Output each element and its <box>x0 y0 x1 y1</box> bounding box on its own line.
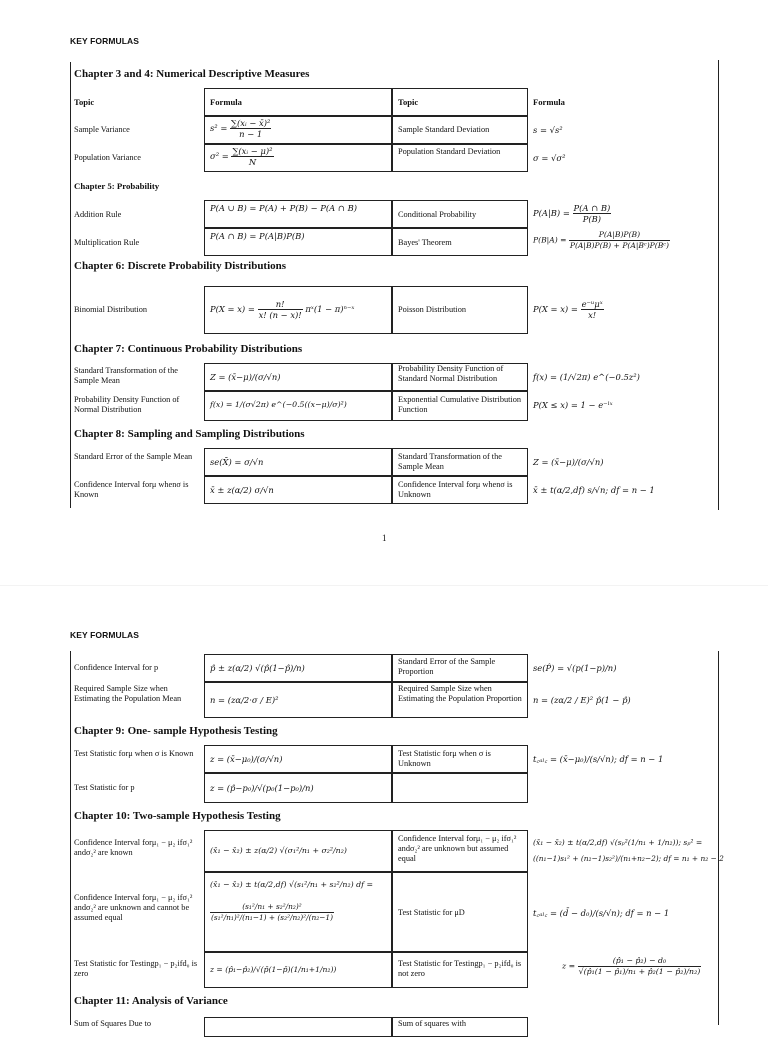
formula-ts-p-zero: z = (p̂₁−p̂₂)/√(p̄(1−p̄)(1/n₁+1/n₂)) <box>210 965 337 974</box>
topic-ts-mu-unknown: Test Statistic forμ when σ is Unknown <box>398 749 491 768</box>
key-formulas-header-2: KEY FORMULAS <box>70 630 140 640</box>
topic-ci-unknown: Confidence Interval forμ whenσ is Unknown <box>398 480 513 499</box>
formula-ts-mu-known: z = (x̄−μ₀)/(σ/√n) <box>210 754 283 764</box>
fraction <box>578 956 702 977</box>
numerator: ∑(xᵢ − x̄)² <box>231 118 271 128</box>
formula-ci-diff-equal-1: (x̄₁ − x̄₂) ± t(α/2,df) √(sₚ²(1/n₁ + 1/n₂)); sₚ² = <box>533 838 703 847</box>
fraction <box>581 299 604 320</box>
formula-ci-diff-equal-2: ((n₁−1)s₁² + (n₂−1)s₂²)/(n₁+n₂−2); df = n₁ + n₂ − 2 <box>533 854 724 863</box>
topic-ci-diff-unequal: Confidence Interval forμ₁ − μ₂ ifσ₁² andσ₂² are unknown and cannot be assumed equal <box>74 893 193 922</box>
topic-se-prop: Standard Error of the Sample Proportion <box>398 657 496 676</box>
formula-exp-cdf: P(X ≤ x) = 1 − e⁻ˡˣ <box>533 400 613 410</box>
formula-sample-variance <box>210 118 271 139</box>
section-heading-ch5: Chapter 5: Probability <box>74 181 160 191</box>
document-page-2 <box>0 585 768 1028</box>
formula-ts-mu-unknown: t꜀ₐₗ꜀ = (x̄−μ₀)/(s/√n); df = n − 1 <box>533 754 664 764</box>
formula-part: P(A|B) = <box>533 208 570 218</box>
topic-sample-variance: Sample Variance <box>74 125 130 134</box>
column-header-topic-2: Topic <box>398 97 419 107</box>
topic-ci-known: Confidence Interval forμ whenσ is Known <box>74 480 189 499</box>
fraction <box>231 146 273 167</box>
formula-n-mean: n = (zα/2·σ / E)² <box>210 695 279 705</box>
formula-z-mean: Z = (x̄−μ)/(σ/√n) <box>210 372 281 382</box>
topic-conditional-probability: Conditional Probability <box>398 210 477 219</box>
formula-population-variance <box>210 146 274 167</box>
fraction <box>573 203 612 224</box>
formula-ci-known: x̄ ± z(α/2) σ/√n <box>210 485 274 495</box>
formula-se-prop: se(P̂) = √(p(1−p)/n) <box>533 663 617 673</box>
formula-conditional <box>533 203 611 224</box>
topic-pdf-normal: Probability Density Function of Normal Distribution <box>74 395 180 414</box>
section-heading-ch7: Chapter 7: Continuous Probability Distributions <box>74 343 303 355</box>
topic-binomial: Binomial Distribution <box>74 305 148 314</box>
topic-std-transform-mean-2: Standard Transformation of the Sample Mean <box>398 452 502 471</box>
page-left-border-2 <box>70 651 71 1025</box>
numerator: P(A ∩ B) <box>573 203 611 213</box>
numerator: P(A|B)P(B) <box>598 230 641 239</box>
formula-multiplication: P(A ∩ B) = P(A|B)P(B) <box>210 231 305 241</box>
formula-cell-ss-due <box>204 1017 392 1037</box>
formula-bayes <box>533 230 670 251</box>
formula-ts-paired: t꜀ₐₗ꜀ = (d̄ − d₀)/(s/√n); df = n − 1 <box>533 908 670 918</box>
topic-ts-mu-known: Test Statistic forμ when σ is Known <box>74 749 194 758</box>
formula-ci-p: p̂ ± z(α/2) √(p̂(1−p̂)/n) <box>210 663 305 673</box>
topic-poisson: Poisson Distribution <box>398 305 466 314</box>
topic-pdf-std-normal: Probability Density Function of Standard Normal Distribution <box>398 364 504 383</box>
formula-addition: P(A ∪ B) = P(A) + P(B) − P(A ∩ B) <box>210 203 357 213</box>
topic-exp-cdf: Exponential Cumulative Distribution Function <box>398 395 522 414</box>
topic-bayes: Bayes' Theorem <box>398 238 452 247</box>
formula-part: P(X = x) = <box>533 304 578 314</box>
column-header-topic: Topic <box>74 97 95 107</box>
numerator: e⁻ᵘμˣ <box>581 299 603 309</box>
topic-ts-paired: Test Statistic for μD <box>398 908 465 917</box>
formula-part: s² = <box>210 123 228 133</box>
section-heading-ch10: Chapter 10: Two-sample Hypothesis Testing <box>74 810 281 822</box>
topic-ts-p-zero: Test Statistic for Testingp₁ − p₂ifd₀ is zero <box>74 959 198 978</box>
formula-poisson <box>533 299 604 320</box>
formula-ts-p-nonzero <box>562 956 701 977</box>
formula-sample-sd: s = √s² <box>533 125 563 135</box>
topic-ss-due: Sum of Squares Due to <box>74 1019 151 1028</box>
fraction <box>210 902 334 923</box>
denominator: P(A|B)P(B) + P(A|Bᶜ)P(Bᶜ) <box>569 241 669 250</box>
section-heading-ch6: Chapter 6: Discrete Probability Distributions <box>74 260 287 272</box>
key-formulas-header: KEY FORMULAS <box>70 36 140 46</box>
column-header-formula: Formula <box>210 97 242 107</box>
topic-ts-p: Test Statistic for p <box>74 783 135 792</box>
topic-multiplication-rule: Multiplication Rule <box>74 238 140 247</box>
fraction <box>258 299 303 320</box>
denominator: (s₁²/n₁)²/(n₁−1) + (s₂²/n₂)²/(n₂−1) <box>211 913 333 922</box>
numerator: ∑(xᵢ − μ)² <box>232 146 273 156</box>
topic-ci-diff-equal: Confidence Interval forμ₁ − μ₂ ifσ₁² andσ₂² are unknown but assumed equal <box>398 834 517 863</box>
denominator: x! <box>581 309 604 320</box>
formula-se-mean: se(X̄) = σ/√n <box>210 457 264 467</box>
empty-cell <box>392 773 528 803</box>
topic-ci-diff-known: Confidence Interval forμ₁ − μ₂ ifσ₁² andσ₂² are known <box>74 838 193 857</box>
numerator: (s₁²/n₁ + s₂²/n₂)² <box>242 902 302 911</box>
formula-normal-pdf: f(x) = 1/(σ√2π) e^(−0.5((x−μ)/σ)²) <box>210 400 347 409</box>
denominator: P(B) <box>573 213 612 224</box>
formula-part: πˣ(1 − π)ⁿ⁻ˣ <box>305 304 355 314</box>
page-number: 1 <box>382 533 387 543</box>
column-header-formula-2: Formula <box>533 97 565 107</box>
fraction <box>569 230 670 251</box>
formula-part: z = <box>562 961 576 971</box>
page-right-border <box>718 60 719 510</box>
denominator: n − 1 <box>230 128 271 139</box>
formula-binomial <box>210 299 354 320</box>
formula-z-mean-2: Z = (x̄−μ)/(σ/√n) <box>533 457 604 467</box>
numerator: (p̂₁ − p̂₂) − d₀ <box>612 956 667 965</box>
section-heading-ch34: Chapter 3 and 4: Numerical Descriptive Measures <box>74 68 310 80</box>
formula-ci-diff-unequal-df <box>210 902 334 923</box>
denominator: x! (n − x)! <box>258 310 302 320</box>
numerator: n! <box>275 299 285 309</box>
denominator: N <box>231 156 273 167</box>
topic-se-sample-mean: Standard Error of the Sample Mean <box>74 452 193 461</box>
section-heading-ch9: Chapter 9: One- sample Hypothesis Testing <box>74 725 278 737</box>
fraction <box>230 118 271 139</box>
section-heading-ch8: Chapter 8: Sampling and Sampling Distributions <box>74 428 305 440</box>
page-right-border-2 <box>718 651 719 1025</box>
formula-std-normal-pdf: f(x) = (1/√2π) e^(−0.5z²) <box>533 372 640 382</box>
topic-addition-rule: Addition Rule <box>74 210 122 219</box>
formula-n-prop: n = (zα/2 / E)² p̂(1 − p̂) <box>533 695 631 705</box>
denominator: √(p̂₁(1 − p̂₁)/n₁ + p̂₂(1 − p̂₂)/n₂) <box>578 967 701 976</box>
formula-ci-unknown: x̄ ± t(α/2,df) s/√n; df = n − 1 <box>533 485 655 495</box>
topic-population-sd: Population Standard Deviation <box>398 147 501 156</box>
formula-ci-diff-unequal-1: (x̄₁ − x̄₂) ± t(α/2,df) √(s₁²/n₁ + s₂²/n₂) df = <box>210 880 373 889</box>
topic-ts-p-nonzero: Test Statistic for Testingp₁ − p₂ifd₀ is not zero <box>398 959 522 978</box>
formula-part: σ² = <box>210 151 229 161</box>
topic-sample-sd: Sample Standard Deviation <box>398 125 490 134</box>
formula-ts-p: z = (p̂−p₀)/√(p₀(1−p₀)/n) <box>210 783 314 793</box>
formula-ci-diff-known: (x̄₁ − x̄₂) ± z(α/2) √(σ₁²/n₁ + σ₂²/n₂) <box>210 846 347 855</box>
formula-part: P(B|A) = <box>533 235 567 245</box>
formula-population-sd: σ = √σ² <box>533 153 566 163</box>
topic-n-prop: Required Sample Size when Estimating the Population Proportion <box>398 684 522 703</box>
topic-std-transform-mean: Standard Transformation of the Sample Mean <box>74 366 178 385</box>
page-left-border <box>70 62 71 508</box>
topic-n-mean: Required Sample Size when Estimating the Population Mean <box>74 684 182 703</box>
section-heading-ch11: Chapter 11: Analysis of Variance <box>74 995 228 1007</box>
topic-population-variance: Population Variance <box>74 153 141 162</box>
topic-ci-p: Confidence Interval for p <box>74 663 159 672</box>
topic-ss-with: Sum of squares with <box>398 1019 466 1028</box>
formula-part: P(X = x) = <box>210 304 255 314</box>
